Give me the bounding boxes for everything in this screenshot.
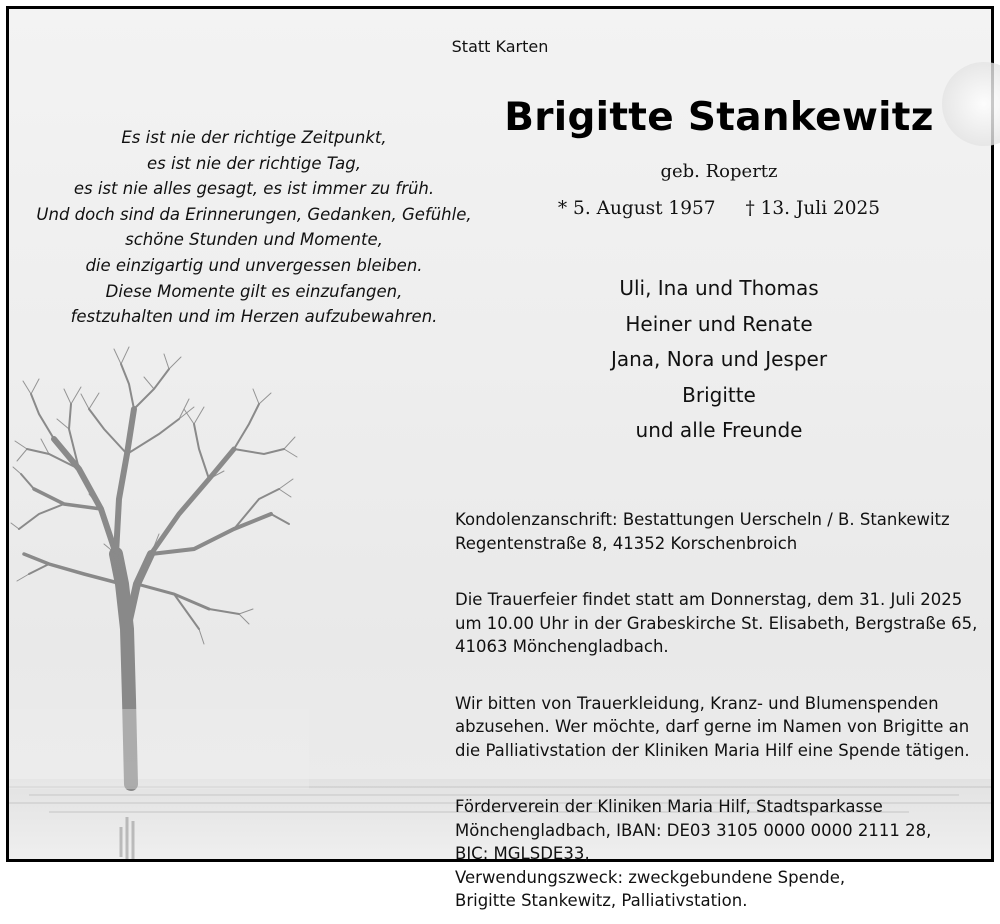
header-note: Statt Karten (451, 37, 549, 56)
obituary-notice (6, 6, 994, 910)
birth-date: * 5. August 1957 (557, 198, 716, 219)
info-line: abzusehen. Wer möchte, darf gerne im Namen von Brigitte an (455, 717, 970, 736)
poem-line: Und doch sind da Erinnerungen, Gedanken, Gefühle, (36, 204, 472, 224)
info-line: Förderverein der Kliniken Maria Hilf, Stadtsparkasse (455, 797, 883, 816)
info-line: BIC: MGLSDE33, (455, 844, 590, 863)
deceased-name: Brigitte Stankewitz (504, 95, 934, 140)
poem-line: schöne Stunden und Momente, (125, 230, 383, 250)
mourners-list (439, 271, 999, 449)
death-date: † 13. Juli 2025 (745, 198, 881, 219)
poem-line: die einzigartig und unvergessen bleiben. (85, 255, 423, 275)
info-line: 41063 Mönchengladbach. (455, 637, 669, 656)
info-section (455, 497, 985, 924)
poem-line: Es ist nie der richtige Zeitpunkt, (121, 128, 387, 147)
mourner-line: Heiner und Renate (625, 311, 813, 336)
poem (29, 125, 479, 330)
poem-line: festzuhalten und im Herzen aufzubewahren. (70, 307, 438, 327)
poem-line: es ist nie der richtige Tag, (147, 153, 361, 173)
info-line: Mönchengladbach, IBAN: DE03 3105 0000 0000 2111 28, (455, 820, 932, 840)
info-line: Verwendungszweck: zweckgebundene Spende, (455, 867, 846, 887)
info-line: Regentenstraße 8, 41352 Korschenbroich (455, 533, 798, 553)
info-line: um 10.00 Uhr in der Grabeskirche St. Elisabeth, Bergstraße 65, (455, 613, 978, 633)
poem-line: Diese Momente gilt es einzufangen, (105, 281, 403, 301)
mourner-line: Uli, Ina und Thomas (619, 276, 819, 300)
info-line: Wir bitten von Trauerkleidung, Kranz- und Blumenspenden (455, 693, 939, 713)
info-line: die Palliativstation der Kliniken Maria Hilf eine Spende tätigen. (455, 740, 970, 760)
info-line: Brigitte Stankewitz, Palliativstation. (455, 891, 748, 910)
poem-line: es ist nie alles gesagt, es ist immer zu früh. (73, 179, 435, 199)
info-line: Kondolenzanschrift: Bestattungen Uerscheln / B. Stankewitz (455, 510, 950, 529)
life-dates (439, 198, 999, 219)
info-line: Die Trauerfeier findet statt am Donnerstag, dem 31. Juli 2025 (455, 590, 963, 609)
mourner-line: Jana, Nora und Jesper (610, 347, 828, 371)
mourner-line: und alle Freunde (635, 418, 803, 442)
mourner-line: Brigitte (682, 382, 756, 407)
birth-name: geb. Ropertz (660, 161, 778, 182)
